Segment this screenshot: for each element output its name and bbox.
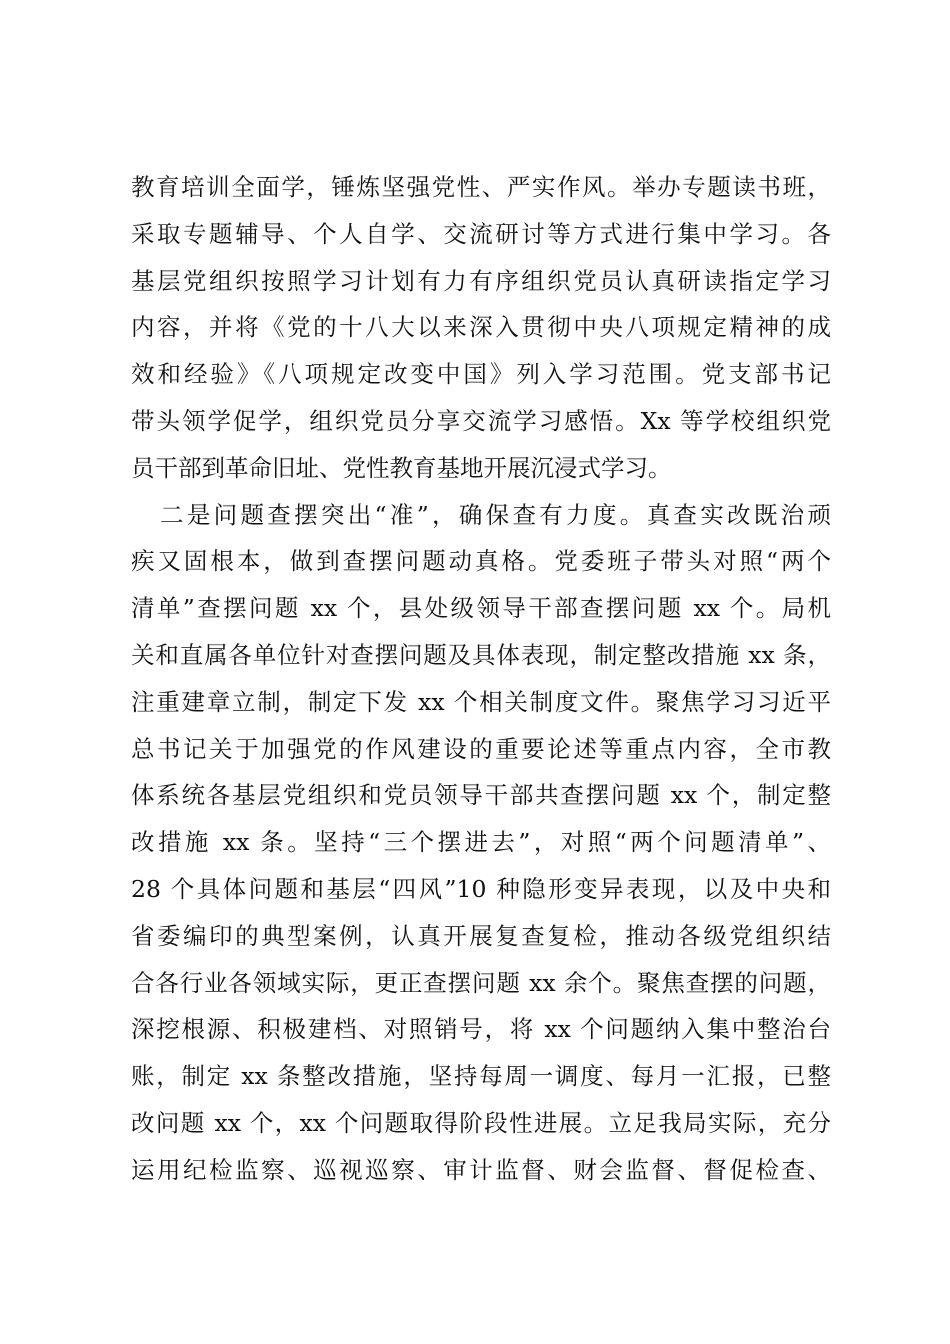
- text-line: 改问题 xx 个，xx 个问题取得阶段性进展。立足我局实际，充分: [131, 1108, 831, 1137]
- text-line: 运用纪检监察、巡视巡察、审计监督、财会监督、督促检查、: [131, 1155, 831, 1184]
- text-line: 总书记关于加强党的作风建设的重要论述等重点内容，全市教: [131, 734, 831, 763]
- text-line: 改措施 xx 条。坚持“三个摆进去”，对照“两个问题清单”、: [131, 828, 831, 857]
- text-line: 注重建章立制，制定下发 xx 个相关制度文件。聚焦学习习近平: [131, 687, 831, 716]
- text-line: 28 个具体问题和基层“四风”10 种隐形变异表现，以及中央和: [131, 874, 831, 903]
- text-line: 采取专题辅导、个人自学、交流研讨等方式进行集中学习。各: [131, 219, 831, 248]
- text-line: 深挖根源、积极建档、对照销号，将 xx 个问题纳入集中整治台: [131, 1015, 831, 1044]
- text-line: 基层党组织按照学习计划有力有序组织党员认真研读指定学习: [131, 266, 831, 295]
- text-line: 省委编印的典型案例，认真开展复查复检，推动各级党组织结: [131, 921, 831, 950]
- text-line: 员干部到革命旧址、党性教育基地开展沉浸式学习。: [131, 453, 672, 482]
- text-line: 账，制定 xx 条整改措施，坚持每周一调度、每月一汇报，已整: [131, 1062, 831, 1091]
- text-line: 关和直属各单位针对查摆问题及具体表现，制定整改措施 xx 条，: [131, 640, 831, 669]
- text-line: 疾又固根本，做到查摆问题动真格。党委班子带头对照“两个: [131, 547, 831, 576]
- text-line: 带头领学促学，组织党员分享交流学习感悟。Xx 等学校组织党: [131, 406, 831, 435]
- text-line: 教育培训全面学，锤炼坚强党性、严实作风。举办专题读书班，: [131, 173, 831, 201]
- text-line: 内容，并将《党的十八大以来深入贯彻中央八项规定精神的成: [131, 313, 831, 342]
- text-line: 二是问题查摆突出“准”，确保查有力度。真查实改既治顽: [160, 500, 831, 529]
- body-text: [131, 164, 831, 1194]
- text-line: 合各行业各领域实际，更正查摆问题 xx 余个。聚焦查摆的问题，: [131, 968, 831, 997]
- text-line: 清单”查摆问题 xx 个，县处级领导干部查摆问题 xx 个。局机: [131, 594, 831, 623]
- text-line: 体系统各基层党组织和党员领导干部共查摆问题 xx 个，制定整: [131, 781, 831, 810]
- text-line: 效和经验》《八项规定改变中国》列入学习范围。党支部书记: [131, 360, 831, 389]
